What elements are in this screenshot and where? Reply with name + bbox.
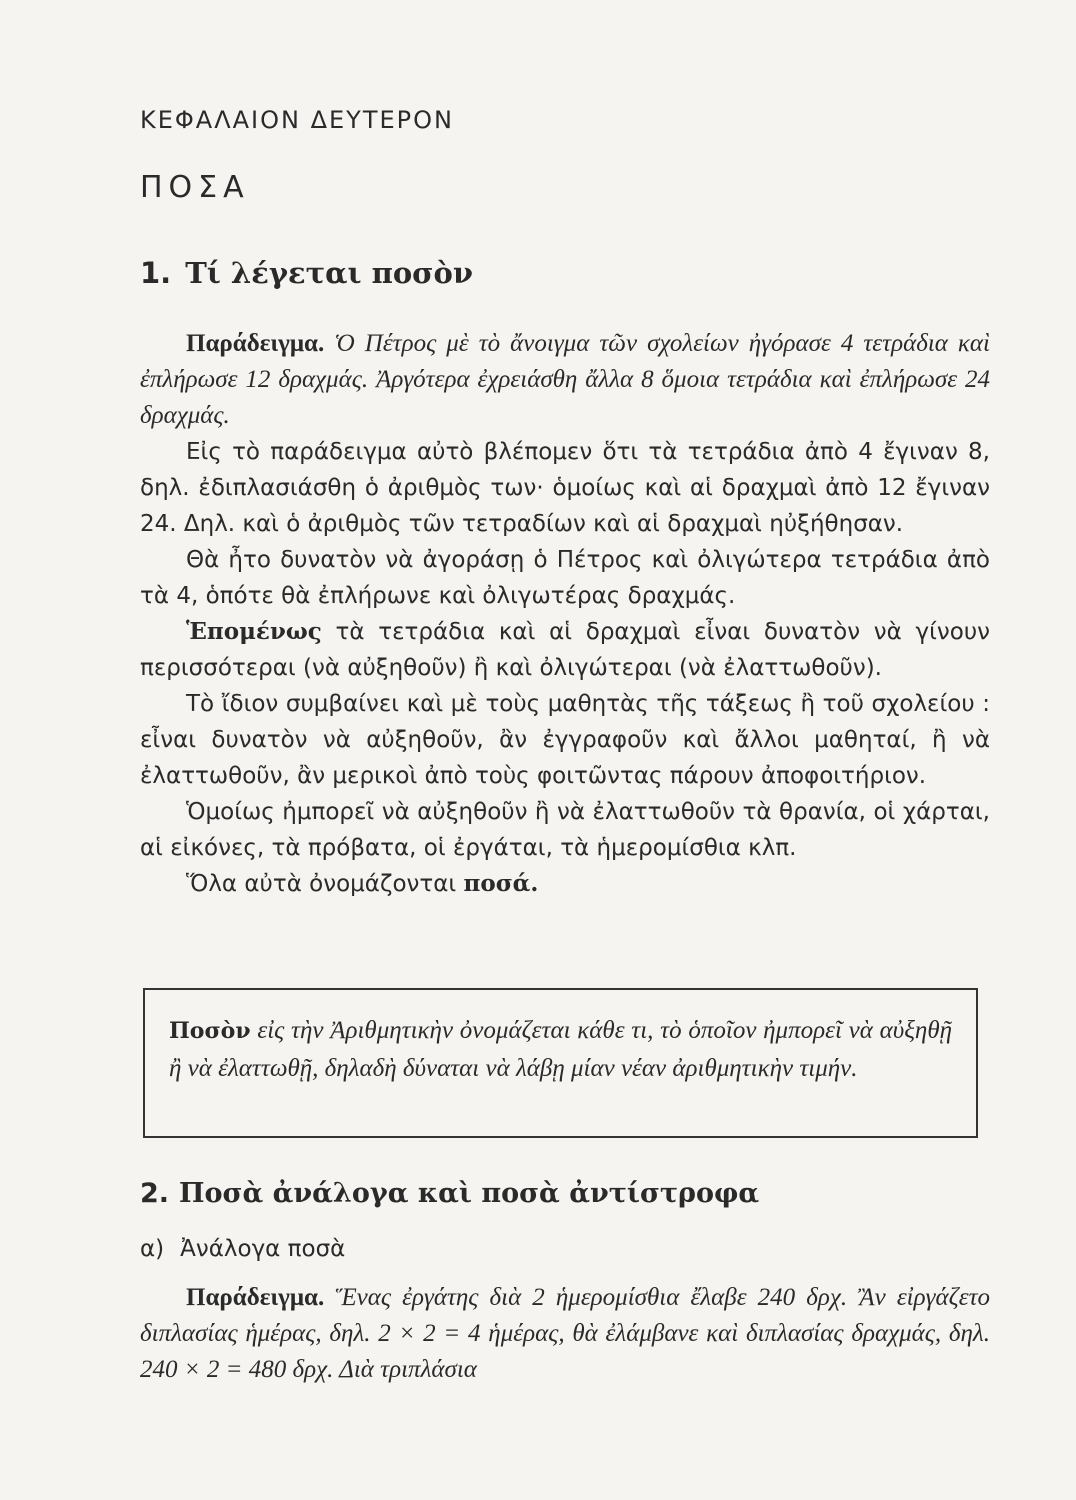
section-1-body (140, 326, 990, 902)
section-2-body (140, 1280, 990, 1388)
subsection-a-letter: α) (140, 1236, 165, 1262)
example-2-text: Ἕνας ἐργάτης διὰ 2 ἡμερομίσθια ἔλαβε 240 δρχ. Ἂν εἰργάζετο διπλασίας ἡμέρας, δηλ. 2 × 2 = 4 ἡμέρας, θὰ ἐλάμβανε καὶ διπλασίας δραχμάς, δηλ. 240 × 2 = 480 δρχ. Διὰ τριπλάσια (140, 1284, 991, 1383)
paragraph-4: Τὸ ἴδιον συμβαίνει καὶ μὲ τοὺς μαθητὰς τῆς τάξεως ἢ τοῦ σχολείου : εἶναι δυνατὸν νὰ αὐξηθοῦν, ἂν ἐγγραφοῦν καὶ ἄλλοι μαθηταί, ἢ νὰ ἐλαττωθοῦν, ἂν μερικοὶ ἀπὸ τοὺς φοιτῶντας πάρουν ἀποφοιτήριον. (140, 691, 990, 789)
paragraph-6-text: Ὅλα αὐτὰ ὀνομάζονται (186, 871, 457, 897)
paragraph-3-text: τὰ τετράδια καὶ αἱ δραχμαὶ εἶναι δυνατὸν νὰ γίνουν περισσότεραι (νὰ αὐξηθοῦν) ἢ καὶ ὀλιγώτεραι (νὰ ἐλαττωθοῦν). (140, 619, 990, 681)
definition-box (143, 988, 978, 1138)
subsection-a-title: Ἀνάλογα ποσὰ (180, 1236, 346, 1262)
paragraph-2: Θὰ ἦτο δυνατὸν νὰ ἀγοράσῃ ὁ Πέτρος καὶ ὀλιγώτερα τετράδια ἀπὸ τὰ 4, ὁπότε θὰ ἐπλήρωνε καὶ ὀλιγωτέρας δραχμάς. (140, 547, 990, 609)
section-2-title: Ποσὰ ἀνάλογα καὶ ποσὰ ἀντίστροφα (179, 1178, 760, 1209)
paragraph-3 (140, 614, 990, 686)
paragraph-6 (140, 866, 990, 902)
section-1-title: Τί λέγεται ποσὸν (185, 256, 474, 290)
subsection-a-heading (140, 1236, 345, 1262)
paragraph-6-term: ποσά. (463, 870, 539, 897)
example-1-label: Παράδειγμα. (186, 330, 325, 357)
definition-term: Ποσὸν (169, 1018, 251, 1044)
paragraph-3-lead: Ἑπομένως (186, 618, 322, 645)
page-title: ΠΟΣΑ (140, 170, 250, 205)
section-2-number: 2. (140, 1178, 170, 1209)
section-2-heading (140, 1178, 759, 1209)
example-1 (140, 326, 990, 434)
chapter-heading: ΚΕΦΑΛΑΙΟΝ ΔΕΥΤΕΡΟΝ (140, 106, 454, 134)
paragraph-5: Ὁμοίως ἠμπορεῖ νὰ αὐξηθοῦν ἢ νὰ ἐλαττωθοῦν τὰ θρανία, οἱ χάρται, αἱ εἰκόνες, τὰ πρόβατα, οἱ ἐργάται, τὰ ἡμερομίσθια κλπ. (140, 799, 990, 861)
paragraph-1: Εἰς τὸ παράδειγμα αὐτὸ βλέπομεν ὅτι τὰ τετράδια ἀπὸ 4 ἔγιναν 8, δηλ. ἐδιπλασιάσθη ὁ ἀριθμὸς των· ὁμοίως καὶ αἱ δραχμαὶ ἀπὸ 12 ἔγιναν 24. Δηλ. καὶ ὁ ἀριθμὸς τῶν τετραδίων καὶ αἱ δραχμαὶ ηὐξήθησαν. (140, 439, 990, 537)
example-1-text: Ὁ Πέτρος μὲ τὸ ἄνοιγμα τῶν σχολείων ἠγόρασε 4 τετράδια καὶ ἐπλήρωσε 12 δραχμάς. Ἀργότερα ἐχρειάσθη ἄλλα 8 ὅμοια τετράδια καὶ ἐπλήρωσε 24 δραχμάς. (140, 330, 990, 429)
definition-text: εἰς τὴν Ἀριθμητικὴν ὀνομάζεται κάθε τι, τὸ ὁποῖον ἠμπορεῖ νὰ αὐξηθῇ ἢ νὰ ἐλαττωθῇ, δηλαδὴ δύναται νὰ λάβῃ μίαν νέαν ἀριθμητικὴν τιμήν. (169, 1017, 953, 1082)
section-1-heading (140, 256, 473, 290)
example-2 (140, 1280, 990, 1388)
example-2-label: Παράδειγμα. (186, 1284, 325, 1311)
section-1-number: 1. (140, 256, 172, 290)
